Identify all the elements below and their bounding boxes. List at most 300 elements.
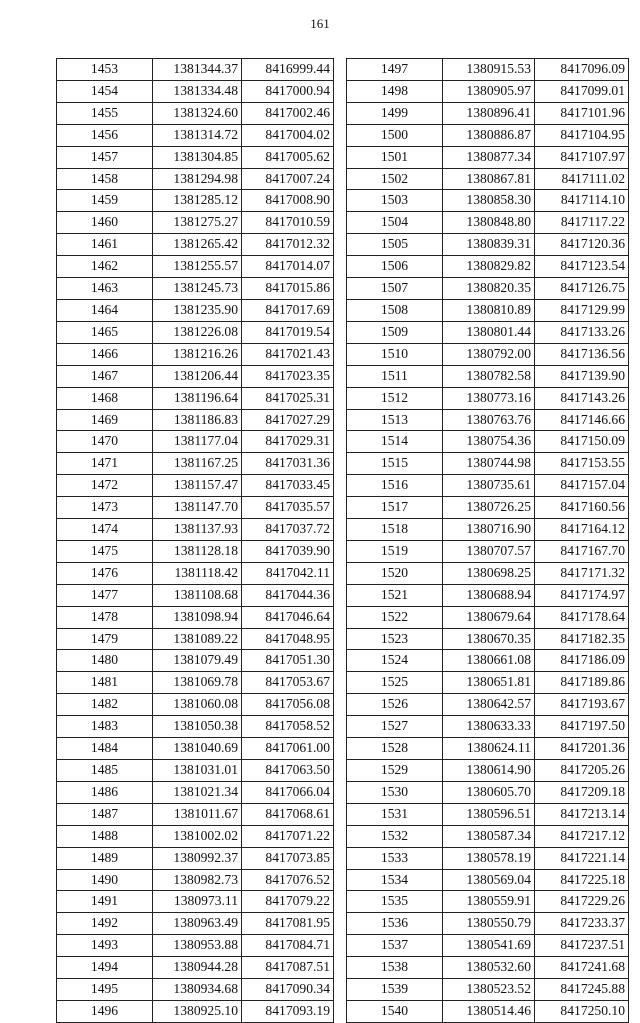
table-row [347,299,629,321]
x-coordinate-cell: 1380810.89 [443,299,535,321]
table-row [57,847,334,869]
point-number-cell: 1453 [57,59,153,81]
point-number-cell: 1481 [57,672,153,694]
point-number-cell: 1464 [57,299,153,321]
y-coordinate-cell: 8417117.22 [535,212,629,234]
point-number-cell: 1469 [57,409,153,431]
point-number-cell: 1527 [347,716,443,738]
point-number-cell: 1516 [347,475,443,497]
y-coordinate-cell: 8417033.45 [242,475,334,497]
x-coordinate-cell: 1380523.52 [443,979,535,1001]
table-row [57,913,334,935]
table-row [57,672,334,694]
y-coordinate-cell: 8417164.12 [535,519,629,541]
point-number-cell: 1496 [57,1000,153,1022]
point-number-cell: 1468 [57,387,153,409]
x-coordinate-cell: 1380925.10 [153,1000,242,1022]
x-coordinate-cell: 1380915.53 [443,59,535,81]
x-coordinate-cell: 1380782.58 [443,365,535,387]
x-coordinate-cell: 1380982.73 [153,869,242,891]
x-coordinate-cell: 1380953.88 [153,935,242,957]
y-coordinate-cell: 8417107.97 [535,146,629,168]
point-number-cell: 1510 [347,343,443,365]
y-coordinate-cell: 8417171.32 [535,562,629,584]
table-row [57,190,334,212]
y-coordinate-cell: 8417205.26 [535,760,629,782]
table-row [57,760,334,782]
point-number-cell: 1455 [57,102,153,124]
table-row [347,497,629,519]
point-number-cell: 1525 [347,672,443,694]
point-number-cell: 1463 [57,278,153,300]
table-row [57,825,334,847]
y-coordinate-cell: 8417136.56 [535,343,629,365]
y-coordinate-cell: 8417063.50 [242,760,334,782]
point-number-cell: 1538 [347,957,443,979]
x-coordinate-cell: 1381021.34 [153,781,242,803]
table-row [57,497,334,519]
x-coordinate-cell: 1381128.18 [153,540,242,562]
point-number-cell: 1476 [57,562,153,584]
x-coordinate-cell: 1380587.34 [443,825,535,847]
y-coordinate-cell: 8417126.75 [535,278,629,300]
point-number-cell: 1526 [347,694,443,716]
y-coordinate-cell: 8417120.36 [535,234,629,256]
y-coordinate-cell: 8417012.32 [242,234,334,256]
point-number-cell: 1519 [347,540,443,562]
point-number-cell: 1477 [57,584,153,606]
table-row [347,80,629,102]
table-row [347,694,629,716]
x-coordinate-cell: 1380877.34 [443,146,535,168]
y-coordinate-cell: 8417073.85 [242,847,334,869]
point-number-cell: 1465 [57,321,153,343]
x-coordinate-cell: 1380716.90 [443,519,535,541]
point-number-cell: 1501 [347,146,443,168]
x-coordinate-cell: 1380944.28 [153,957,242,979]
x-coordinate-cell: 1380596.51 [443,803,535,825]
y-coordinate-cell: 8417241.68 [535,957,629,979]
x-coordinate-cell: 1381098.94 [153,606,242,628]
x-coordinate-cell: 1381334.48 [153,80,242,102]
y-coordinate-cell: 8417081.95 [242,913,334,935]
table-row [347,803,629,825]
y-coordinate-cell: 8417174.97 [535,584,629,606]
x-coordinate-cell: 1380726.25 [443,497,535,519]
table-row [57,957,334,979]
table-row [57,212,334,234]
y-coordinate-cell: 8417233.37 [535,913,629,935]
table-row [347,278,629,300]
x-coordinate-cell: 1380886.87 [443,124,535,146]
point-number-cell: 1535 [347,891,443,913]
x-coordinate-cell: 1381304.85 [153,146,242,168]
point-number-cell: 1480 [57,650,153,672]
point-number-cell: 1515 [347,453,443,475]
y-coordinate-cell: 8417090.34 [242,979,334,1001]
x-coordinate-cell: 1381137.93 [153,519,242,541]
point-number-cell: 1460 [57,212,153,234]
x-coordinate-cell: 1381031.01 [153,760,242,782]
y-coordinate-cell: 8417229.26 [535,891,629,913]
x-coordinate-cell: 1380541.69 [443,935,535,957]
point-number-cell: 1461 [57,234,153,256]
point-number-cell: 1499 [347,102,443,124]
y-coordinate-cell: 8417079.22 [242,891,334,913]
x-coordinate-cell: 1380698.25 [443,562,535,584]
x-coordinate-cell: 1380679.64 [443,606,535,628]
x-coordinate-cell: 1381050.38 [153,716,242,738]
point-number-cell: 1534 [347,869,443,891]
point-number-cell: 1498 [347,80,443,102]
table-row [347,365,629,387]
table-row [57,1000,334,1022]
y-coordinate-cell: 8417193.67 [535,694,629,716]
y-coordinate-cell: 8417068.61 [242,803,334,825]
point-number-cell: 1454 [57,80,153,102]
table-row [347,738,629,760]
table-row [57,628,334,650]
x-coordinate-cell: 1380867.81 [443,168,535,190]
point-number-cell: 1508 [347,299,443,321]
y-coordinate-cell: 8416999.44 [242,59,334,81]
table-row [57,256,334,278]
y-coordinate-cell: 8417087.51 [242,957,334,979]
table-row [57,540,334,562]
x-coordinate-cell: 1381314.72 [153,124,242,146]
x-coordinate-cell: 1380569.04 [443,869,535,891]
y-coordinate-cell: 8417035.57 [242,497,334,519]
table-row [347,321,629,343]
table-row [57,694,334,716]
point-number-cell: 1509 [347,321,443,343]
table-row [347,716,629,738]
x-coordinate-cell: 1380792.00 [443,343,535,365]
coordinate-table-left [56,58,334,1023]
table-row [347,584,629,606]
y-coordinate-cell: 8417042.11 [242,562,334,584]
y-coordinate-cell: 8417096.09 [535,59,629,81]
table-row [347,979,629,1001]
x-coordinate-cell: 1381060.08 [153,694,242,716]
table-row [347,102,629,124]
y-coordinate-cell: 8417010.59 [242,212,334,234]
table-row [57,80,334,102]
y-coordinate-cell: 8417197.50 [535,716,629,738]
point-number-cell: 1536 [347,913,443,935]
x-coordinate-cell: 1380688.94 [443,584,535,606]
point-number-cell: 1483 [57,716,153,738]
point-number-cell: 1482 [57,694,153,716]
point-number-cell: 1504 [347,212,443,234]
x-coordinate-cell: 1380801.44 [443,321,535,343]
point-number-cell: 1521 [347,584,443,606]
table-row [347,869,629,891]
x-coordinate-cell: 1380896.41 [443,102,535,124]
table-row [347,913,629,935]
y-coordinate-cell: 8417157.04 [535,475,629,497]
x-coordinate-cell: 1380559.91 [443,891,535,913]
page-number: 161 [310,16,330,31]
y-coordinate-cell: 8417076.52 [242,869,334,891]
point-number-cell: 1514 [347,431,443,453]
x-coordinate-cell: 1381186.83 [153,409,242,431]
x-coordinate-cell: 1380754.36 [443,431,535,453]
point-number-cell: 1530 [347,781,443,803]
table-row [57,519,334,541]
point-number-cell: 1500 [347,124,443,146]
x-coordinate-cell: 1381167.25 [153,453,242,475]
table-row [57,891,334,913]
point-number-cell: 1520 [347,562,443,584]
y-coordinate-cell: 8417221.14 [535,847,629,869]
table-row [57,343,334,365]
table-row [347,387,629,409]
y-coordinate-cell: 8417146.66 [535,409,629,431]
y-coordinate-cell: 8417027.29 [242,409,334,431]
y-coordinate-cell: 8417029.31 [242,431,334,453]
y-coordinate-cell: 8417037.72 [242,519,334,541]
point-number-cell: 1458 [57,168,153,190]
table-row [57,584,334,606]
y-coordinate-cell: 8417066.04 [242,781,334,803]
y-coordinate-cell: 8417099.01 [535,80,629,102]
y-coordinate-cell: 8417007.24 [242,168,334,190]
table-row [57,453,334,475]
point-number-cell: 1494 [57,957,153,979]
y-coordinate-cell: 8417056.08 [242,694,334,716]
x-coordinate-cell: 1380670.35 [443,628,535,650]
table-row [347,781,629,803]
table-row [57,234,334,256]
point-number-cell: 1488 [57,825,153,847]
y-coordinate-cell: 8417048.95 [242,628,334,650]
point-number-cell: 1490 [57,869,153,891]
y-coordinate-cell: 8417000.94 [242,80,334,102]
x-coordinate-cell: 1381206.44 [153,365,242,387]
x-coordinate-cell: 1381040.69 [153,738,242,760]
x-coordinate-cell: 1380992.37 [153,847,242,869]
point-number-cell: 1487 [57,803,153,825]
y-coordinate-cell: 8417004.02 [242,124,334,146]
table-row [57,606,334,628]
point-number-cell: 1493 [57,935,153,957]
x-coordinate-cell: 1380605.70 [443,781,535,803]
y-coordinate-cell: 8417046.64 [242,606,334,628]
table-row [57,803,334,825]
x-coordinate-cell: 1380963.49 [153,913,242,935]
point-number-cell: 1537 [347,935,443,957]
point-number-cell: 1517 [347,497,443,519]
point-number-cell: 1539 [347,979,443,1001]
y-coordinate-cell: 8417015.86 [242,278,334,300]
x-coordinate-cell: 1380550.79 [443,913,535,935]
table-row [347,847,629,869]
x-coordinate-cell: 1381108.68 [153,584,242,606]
point-number-cell: 1473 [57,497,153,519]
y-coordinate-cell: 8417167.70 [535,540,629,562]
point-number-cell: 1470 [57,431,153,453]
y-coordinate-cell: 8417019.54 [242,321,334,343]
y-coordinate-cell: 8417182.35 [535,628,629,650]
x-coordinate-cell: 1381275.27 [153,212,242,234]
y-coordinate-cell: 8417084.71 [242,935,334,957]
table-row [57,475,334,497]
table-row [347,935,629,957]
point-number-cell: 1474 [57,519,153,541]
y-coordinate-cell: 8417189.86 [535,672,629,694]
table-row [347,409,629,431]
point-number-cell: 1484 [57,738,153,760]
table-row [57,409,334,431]
x-coordinate-cell: 1381177.04 [153,431,242,453]
x-coordinate-cell: 1380858.30 [443,190,535,212]
point-number-cell: 1472 [57,475,153,497]
table-row [57,321,334,343]
table-row [57,935,334,957]
point-number-cell: 1471 [57,453,153,475]
y-coordinate-cell: 8417160.56 [535,497,629,519]
table-row [57,869,334,891]
point-number-cell: 1505 [347,234,443,256]
x-coordinate-cell: 1380624.11 [443,738,535,760]
table-row [57,299,334,321]
y-coordinate-cell: 8417217.12 [535,825,629,847]
point-number-cell: 1491 [57,891,153,913]
table-row [347,650,629,672]
table-row [57,59,334,81]
table-row [347,891,629,913]
y-coordinate-cell: 8417008.90 [242,190,334,212]
y-coordinate-cell: 8417104.95 [535,124,629,146]
point-number-cell: 1507 [347,278,443,300]
table-row [57,168,334,190]
coordinate-table-right [346,58,629,1023]
table-row [347,562,629,584]
x-coordinate-cell: 1380661.08 [443,650,535,672]
x-coordinate-cell: 1380578.19 [443,847,535,869]
table-row [347,540,629,562]
point-number-cell: 1478 [57,606,153,628]
table-row [347,124,629,146]
y-coordinate-cell: 8417058.52 [242,716,334,738]
point-number-cell: 1523 [347,628,443,650]
point-number-cell: 1524 [347,650,443,672]
y-coordinate-cell: 8417021.43 [242,343,334,365]
y-coordinate-cell: 8417250.10 [535,1000,629,1022]
x-coordinate-cell: 1380773.16 [443,387,535,409]
table-row [57,365,334,387]
table-row [347,475,629,497]
x-coordinate-cell: 1381118.42 [153,562,242,584]
y-coordinate-cell: 8417129.99 [535,299,629,321]
table-row [57,278,334,300]
x-coordinate-cell: 1380905.97 [443,80,535,102]
point-number-cell: 1512 [347,387,443,409]
x-coordinate-cell: 1381226.08 [153,321,242,343]
x-coordinate-cell: 1380614.90 [443,760,535,782]
table-row [57,716,334,738]
y-coordinate-cell: 8417133.26 [535,321,629,343]
point-number-cell: 1486 [57,781,153,803]
x-coordinate-cell: 1380651.81 [443,672,535,694]
point-number-cell: 1479 [57,628,153,650]
y-coordinate-cell: 8417237.51 [535,935,629,957]
point-number-cell: 1522 [347,606,443,628]
x-coordinate-cell: 1380839.31 [443,234,535,256]
table-row [57,650,334,672]
table-row [347,519,629,541]
point-number-cell: 1489 [57,847,153,869]
table-row [57,146,334,168]
table-row [347,760,629,782]
x-coordinate-cell: 1380642.57 [443,694,535,716]
x-coordinate-cell: 1380735.61 [443,475,535,497]
table-row [347,628,629,650]
x-coordinate-cell: 1380934.68 [153,979,242,1001]
x-coordinate-cell: 1381245.73 [153,278,242,300]
y-coordinate-cell: 8417123.54 [535,256,629,278]
point-number-cell: 1485 [57,760,153,782]
table-row [57,124,334,146]
table-row [347,606,629,628]
y-coordinate-cell: 8417093.19 [242,1000,334,1022]
x-coordinate-cell: 1381216.26 [153,343,242,365]
y-coordinate-cell: 8417143.26 [535,387,629,409]
x-coordinate-cell: 1381147.70 [153,497,242,519]
y-coordinate-cell: 8417071.22 [242,825,334,847]
y-coordinate-cell: 8417186.09 [535,650,629,672]
y-coordinate-cell: 8417213.14 [535,803,629,825]
y-coordinate-cell: 8417014.07 [242,256,334,278]
y-coordinate-cell: 8417178.64 [535,606,629,628]
point-number-cell: 1531 [347,803,443,825]
y-coordinate-cell: 8417209.18 [535,781,629,803]
y-coordinate-cell: 8417017.69 [242,299,334,321]
x-coordinate-cell: 1380829.82 [443,256,535,278]
point-number-cell: 1497 [347,59,443,81]
y-coordinate-cell: 8417201.36 [535,738,629,760]
point-number-cell: 1529 [347,760,443,782]
y-coordinate-cell: 8417139.90 [535,365,629,387]
x-coordinate-cell: 1380973.11 [153,891,242,913]
y-coordinate-cell: 8417150.09 [535,431,629,453]
x-coordinate-cell: 1380514.46 [443,1000,535,1022]
point-number-cell: 1532 [347,825,443,847]
y-coordinate-cell: 8417111.02 [535,168,629,190]
table-row [57,781,334,803]
point-number-cell: 1475 [57,540,153,562]
x-coordinate-cell: 1380633.33 [443,716,535,738]
y-coordinate-cell: 8417044.36 [242,584,334,606]
table-row [57,979,334,1001]
point-number-cell: 1462 [57,256,153,278]
table-row [347,343,629,365]
x-coordinate-cell: 1380707.57 [443,540,535,562]
point-number-cell: 1506 [347,256,443,278]
y-coordinate-cell: 8417245.88 [535,979,629,1001]
x-coordinate-cell: 1381089.22 [153,628,242,650]
x-coordinate-cell: 1381324.60 [153,102,242,124]
point-number-cell: 1518 [347,519,443,541]
y-coordinate-cell: 8417225.18 [535,869,629,891]
table-row [57,562,334,584]
x-coordinate-cell: 1381255.57 [153,256,242,278]
x-coordinate-cell: 1381011.67 [153,803,242,825]
x-coordinate-cell: 1380744.98 [443,453,535,475]
table-row [347,431,629,453]
point-number-cell: 1456 [57,124,153,146]
